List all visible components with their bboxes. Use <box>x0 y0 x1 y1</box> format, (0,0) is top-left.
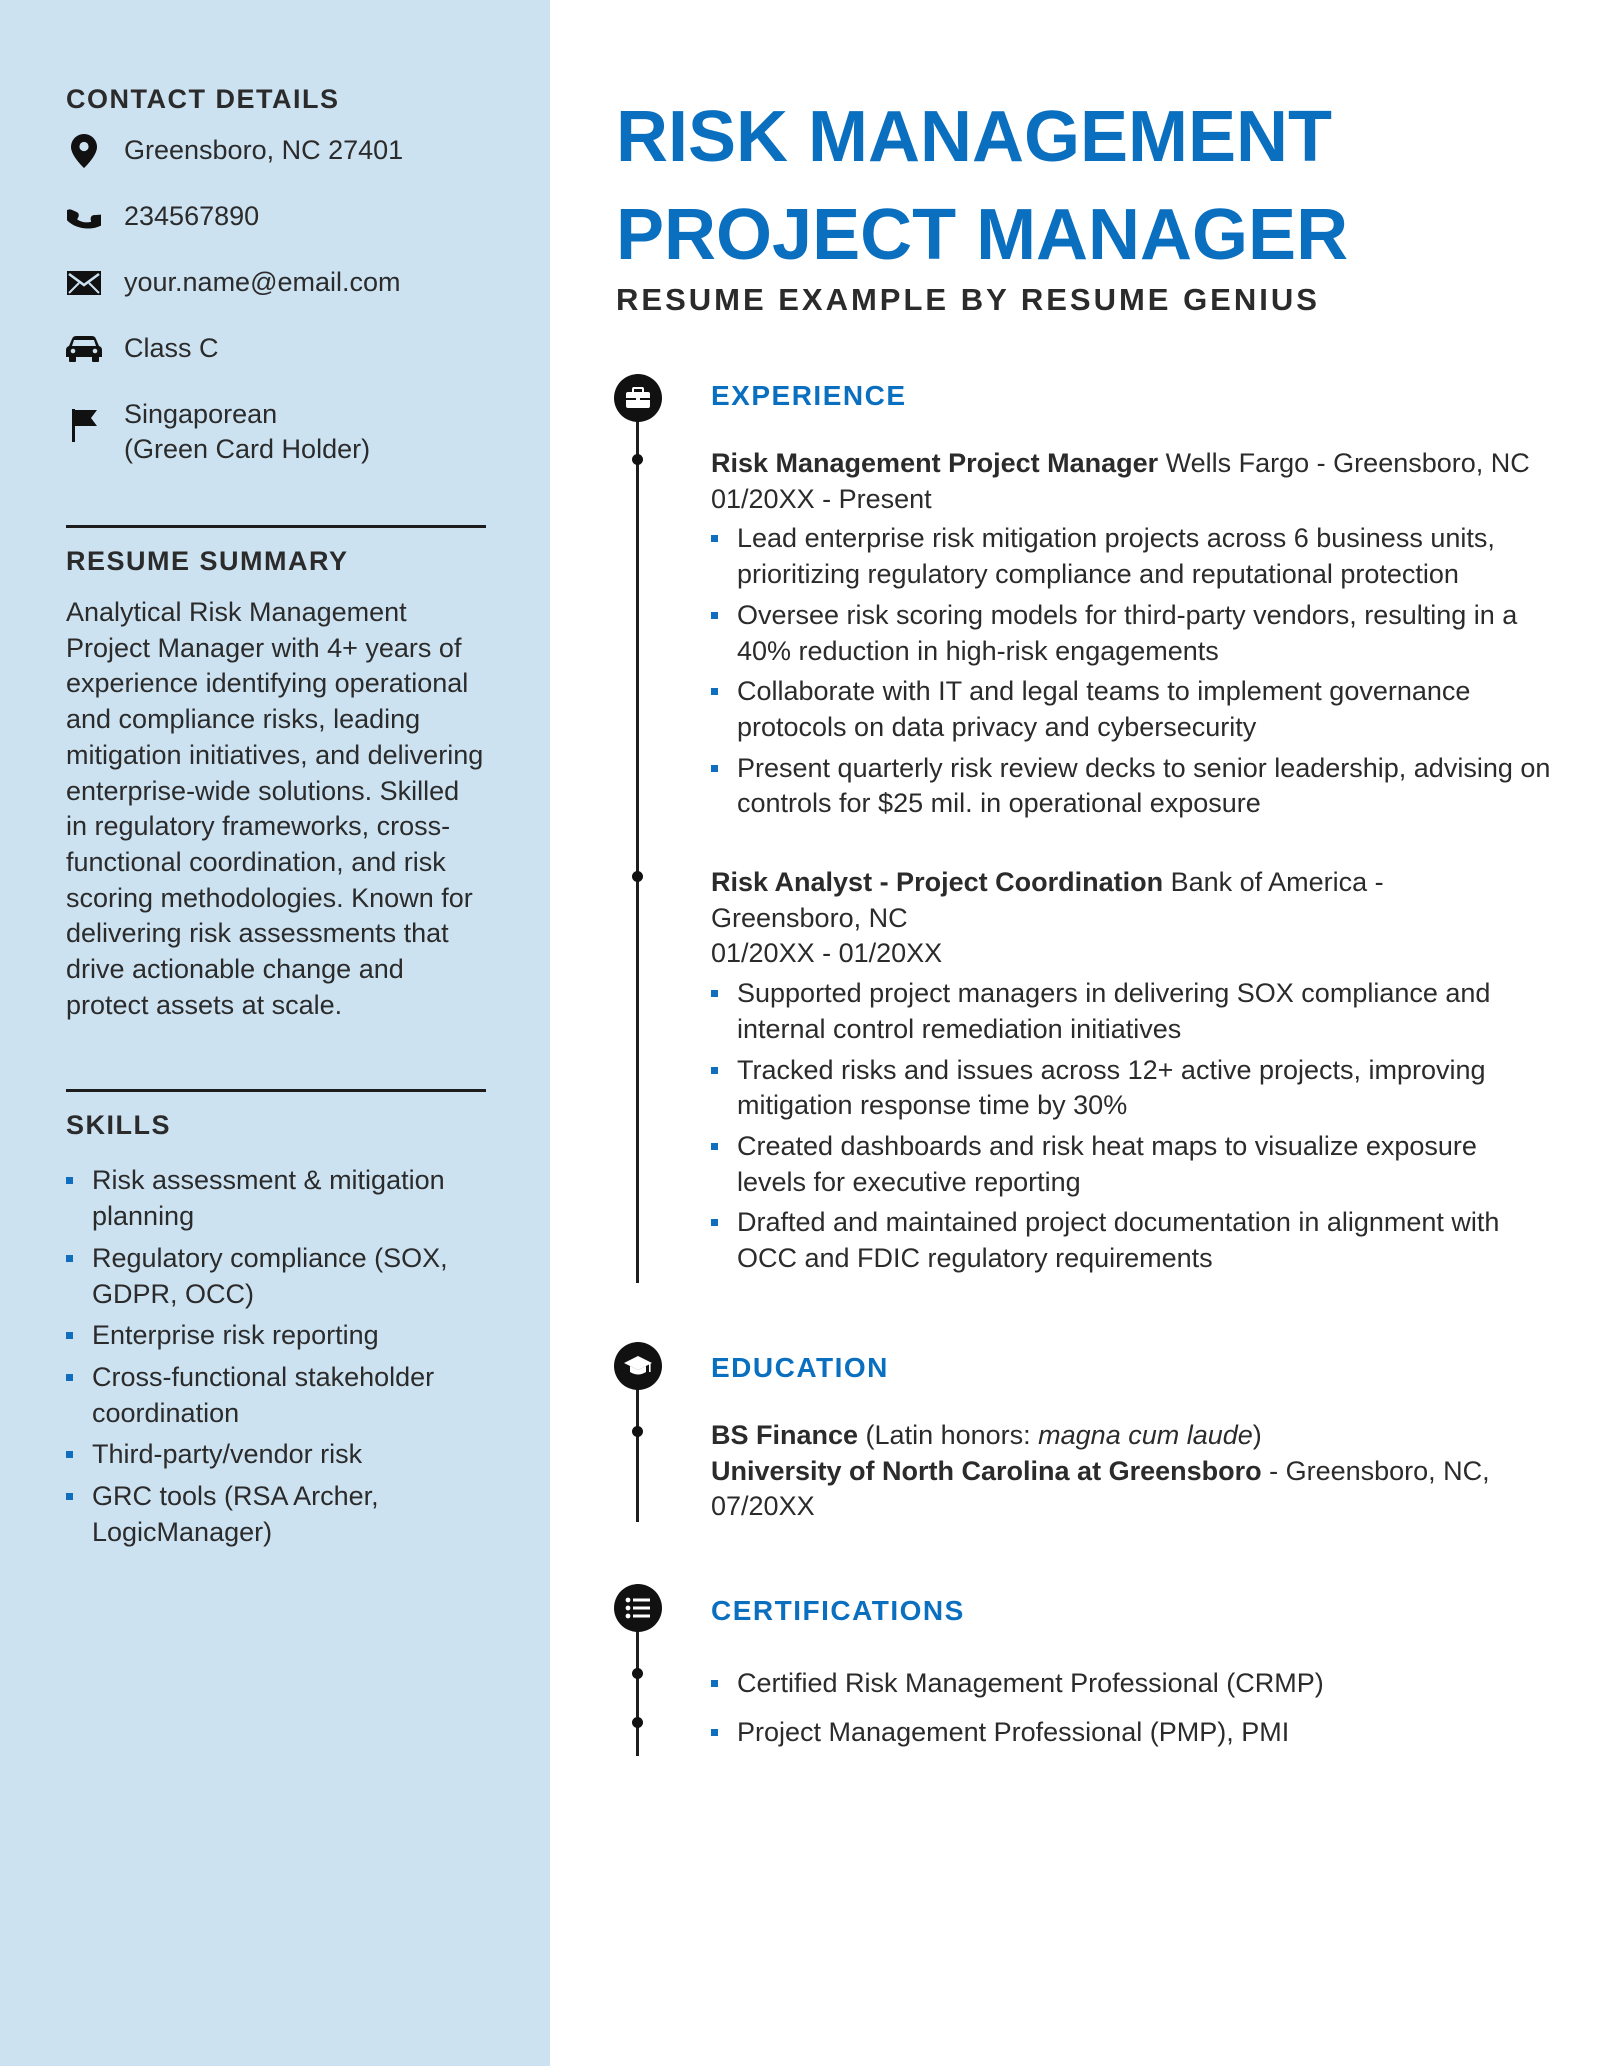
skill-item <box>66 1479 486 1550</box>
location-pin-icon <box>66 133 102 169</box>
contact-email <box>66 265 486 301</box>
skill-item <box>66 1241 486 1312</box>
school-location-date: - Greensboro, NC, 07/20XX <box>711 1455 1490 1522</box>
job-entry <box>711 865 1500 1282</box>
certifications-entry <box>711 1666 1551 1755</box>
bullet <box>711 765 718 772</box>
list-item <box>711 751 1551 822</box>
sidebar <box>0 0 550 2066</box>
job-company: Bank of America - Greensboro, NC <box>711 867 1384 933</box>
list-item <box>711 1715 1551 1751</box>
citizenship-line-2: (Green Card Holder) <box>124 434 371 464</box>
job-dates: 01/20XX - Present <box>711 483 932 514</box>
skill-text: Enterprise risk reporting <box>92 1320 379 1351</box>
contact-citizenship <box>66 397 486 467</box>
honors-prefix: (Latin honors: <box>858 1420 1039 1450</box>
job-entry <box>711 446 1551 827</box>
bullet <box>711 1680 718 1687</box>
bullet-text: Lead enterprise risk mitigation projects across 6 business units, prioritizing regulatory compliance and reputational protection <box>737 523 1495 590</box>
list-item <box>711 1053 1531 1124</box>
timeline-dot <box>632 871 643 882</box>
page-subtitle: RESUME EXAMPLE BY RESUME GENIUS <box>616 282 1320 317</box>
bullet <box>66 1451 73 1458</box>
job-header <box>711 446 1551 482</box>
list-item <box>711 674 1551 745</box>
bullet <box>711 688 718 695</box>
job-bullets <box>711 976 1531 1277</box>
bullet-text: Oversee risk scoring models for third-party vendors, resulting in a 40% reduction in high-risk engagements <box>737 599 1518 666</box>
contact-phone-text: 234567890 <box>124 201 260 231</box>
honors: magna cum laude <box>1038 1420 1253 1450</box>
bullet-text: Present quarterly risk review decks to senior leadership, advising on controls for $25 mil. in operational exposure <box>737 752 1551 819</box>
job-title: Risk Management Project Manager <box>711 448 1159 478</box>
briefcase-icon <box>614 374 662 422</box>
list-item <box>711 1129 1531 1200</box>
divider <box>66 1089 486 1092</box>
timeline-dot <box>632 454 643 465</box>
bullet <box>66 1493 73 1500</box>
contact-email-text: your.name@email.com <box>124 267 401 297</box>
degree-line <box>711 1418 1531 1454</box>
experience-heading: EXPERIENCE <box>711 380 907 411</box>
skill-item <box>66 1163 486 1234</box>
job-header <box>711 865 1401 936</box>
skills-heading: SKILLS <box>66 1110 172 1141</box>
honors-suffix: ) <box>1252 1420 1262 1450</box>
job-title: Risk Analyst - Project Coordination <box>711 867 1164 897</box>
bullet <box>711 1219 718 1226</box>
bullet <box>66 1374 73 1381</box>
job-dates: 01/20XX - 01/20XX <box>711 938 943 969</box>
contact-license-text: Class C <box>124 333 219 363</box>
contact-heading: CONTACT DETAILS <box>66 84 340 114</box>
list-item <box>711 976 1531 1047</box>
citizenship-line-1: Singaporean <box>124 399 278 429</box>
divider <box>66 525 486 528</box>
degree: BS Finance <box>711 1420 859 1450</box>
job-bullets <box>711 521 1551 822</box>
bullet <box>711 990 718 997</box>
skill-text: Risk assessment & mitigation planning <box>92 1165 445 1232</box>
certification-text: Project Management Professional (PMP), PMI <box>737 1716 1290 1747</box>
certifications-list <box>711 1666 1551 1750</box>
contact-phone <box>66 199 486 235</box>
contact-license <box>66 331 486 367</box>
education-entry <box>711 1418 1531 1525</box>
graduation-cap-icon <box>614 1342 662 1390</box>
skill-item <box>66 1360 486 1431</box>
contact-location-text: Greensboro, NC 27401 <box>124 135 404 165</box>
page-title <box>616 88 1546 284</box>
list-item <box>711 1205 1531 1276</box>
summary-heading: RESUME SUMMARY <box>66 546 349 576</box>
bullet <box>711 1729 718 1736</box>
list-item <box>711 521 1551 592</box>
skills-list <box>66 1163 486 1550</box>
bullet-text: Created dashboards and risk heat maps to visualize exposure levels for executive reporting <box>737 1130 1477 1197</box>
phone-icon <box>66 199 102 235</box>
certifications-heading: CERTIFICATIONS <box>711 1595 965 1626</box>
bullet <box>66 1177 73 1184</box>
bullet <box>711 1143 718 1150</box>
list-item <box>711 1666 1551 1702</box>
skill-text: Cross-functional stakeholder coordination <box>92 1361 435 1428</box>
bullet-text: Supported project managers in delivering SOX compliance and internal control remediation initiatives <box>737 978 1491 1044</box>
summary-text: Analytical Risk Management Project Manager with 4+ years of experience identifying operational and compliance risks, leading mitigation initiatives, and delivering enterprise-wide solutions. Skilled in regulatory frameworks, cross-functional coordination, and risk scoring methodologies. Known for delivering risk assessments that drive actionable change and protect assets at scale. <box>66 597 484 1020</box>
bullet <box>66 1332 73 1339</box>
list-icon <box>614 1584 662 1632</box>
envelope-icon <box>66 265 102 301</box>
skill-item <box>66 1318 486 1354</box>
title-line-2: PROJECT MANAGER <box>616 195 1349 275</box>
contact-citizenship-text <box>124 397 370 467</box>
job-company: Wells Fargo - Greensboro, NC <box>1158 448 1530 478</box>
school-line <box>711 1454 1531 1525</box>
bullet <box>711 1067 718 1074</box>
list-item <box>711 598 1551 669</box>
education-heading: EDUCATION <box>711 1352 889 1383</box>
bullet-text: Drafted and maintained project documentation in alignment with OCC and FDIC regulatory requirements <box>737 1207 1500 1274</box>
timeline-line <box>636 398 639 1283</box>
bullet <box>711 612 718 619</box>
title-line-1: RISK MANAGEMENT <box>616 97 1332 177</box>
bullet <box>66 1255 73 1262</box>
flag-icon <box>66 407 102 443</box>
certification-text: Certified Risk Management Professional (CRMP) <box>737 1668 1324 1698</box>
school-name: University of North Carolina at Greensboro <box>711 1455 1262 1486</box>
sidebar-content <box>66 84 486 1556</box>
timeline-dot <box>632 1426 643 1437</box>
timeline-dot <box>632 1717 643 1728</box>
skill-text: GRC tools (RSA Archer, LogicManager) <box>92 1481 379 1547</box>
contact-location <box>66 133 486 169</box>
bullet <box>711 535 718 542</box>
bullet-text: Collaborate with IT and legal teams to implement governance protocols on data privacy and cybersecurity <box>737 676 1471 742</box>
car-icon <box>66 331 102 367</box>
skill-text: Regulatory compliance (SOX, GDPR, OCC) <box>92 1242 448 1309</box>
skill-text: Third-party/vendor risk <box>92 1439 363 1470</box>
contact-list <box>66 133 486 467</box>
bullet-text: Tracked risks and issues across 12+ active projects, improving mitigation response time by 30% <box>737 1054 1486 1121</box>
skill-item <box>66 1437 486 1473</box>
timeline-dot <box>632 1668 643 1679</box>
